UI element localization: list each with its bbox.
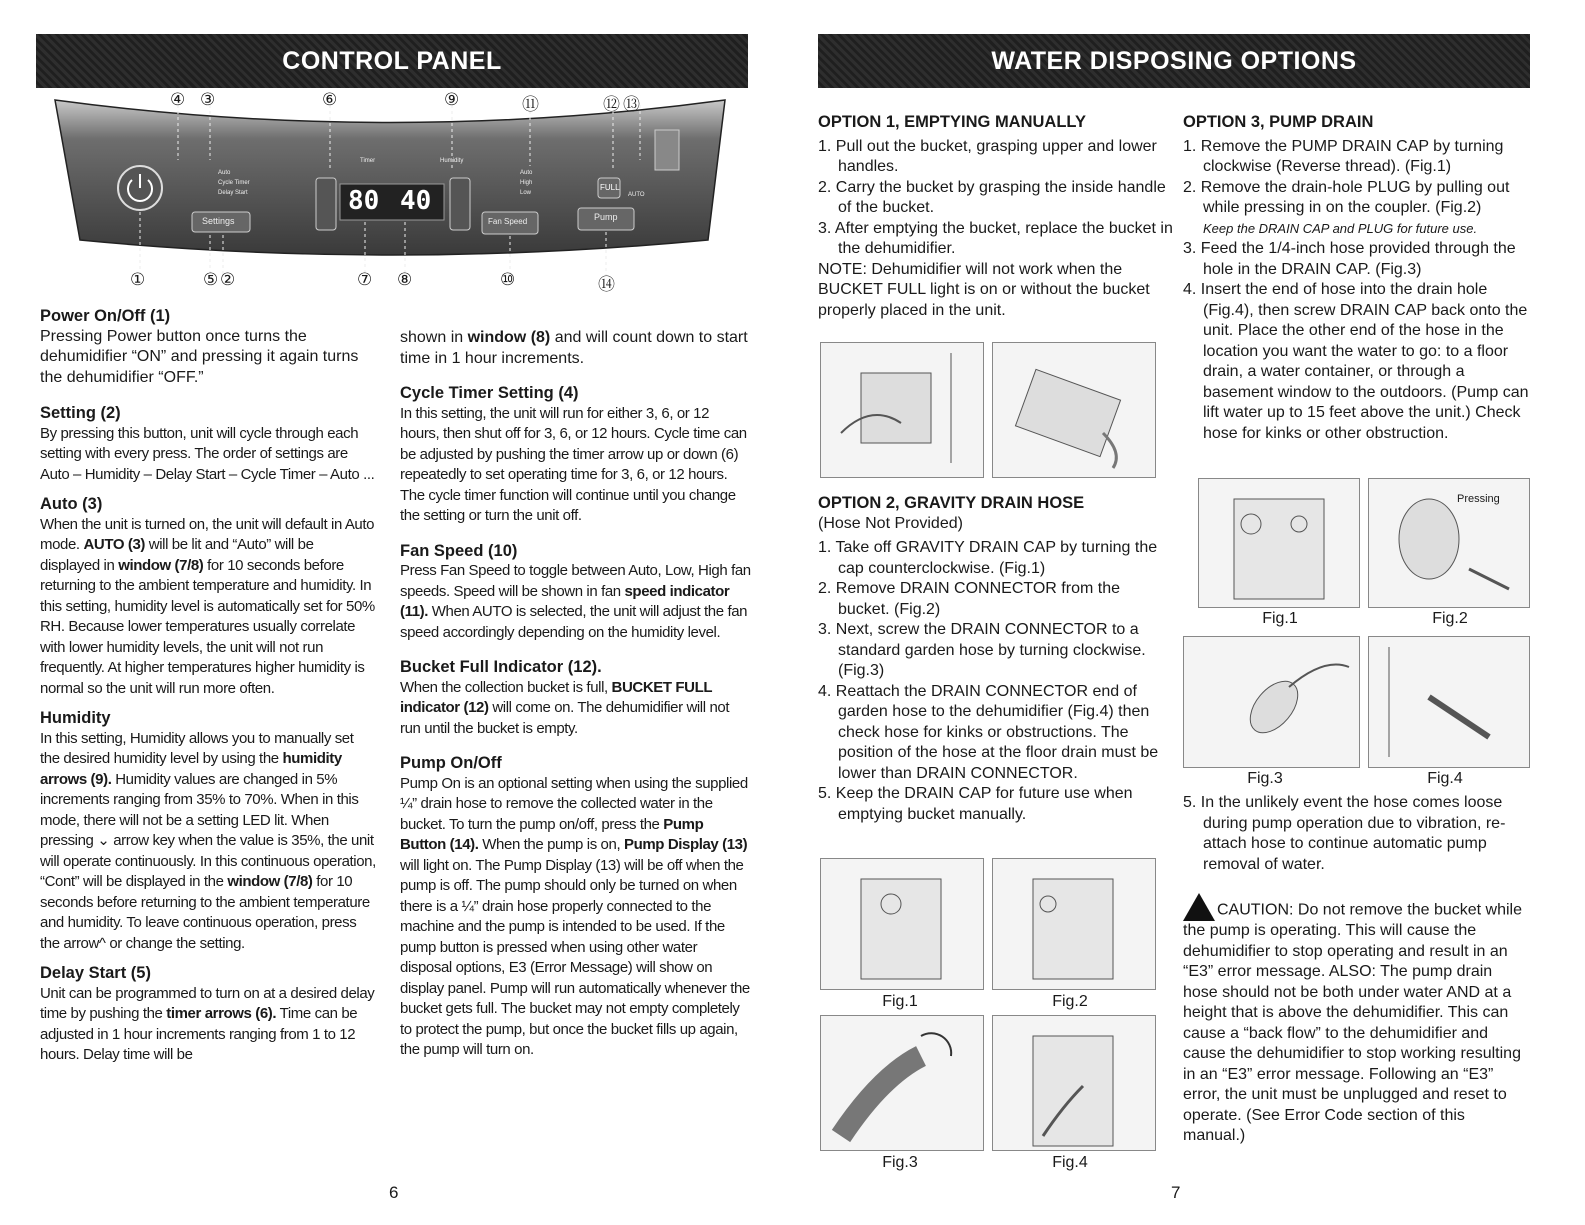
option2-step: 5. Keep the DRAIN CAP for future use when emptying bucket manually. xyxy=(818,785,1133,823)
option3-fig1 xyxy=(1198,478,1360,608)
option1-step: 1. Pull out the bucket, grasping upper and lower handles. xyxy=(818,137,1157,175)
option1-step: 2. Carry the bucket by grasping the inside handle of the bucket. xyxy=(818,178,1166,216)
option3-fig4 xyxy=(1368,636,1530,768)
option3-step: 3. Feed the 1/4-inch hose provided through the hole in the DRAIN CAP. (Fig.3) xyxy=(1183,240,1516,278)
option3-step: 4. Insert the end of hose into the drain hole (Fig.4), then screw DRAIN CAP back onto the unit. Place the other end of the hose in the location you want the water to go: to a floor drain, a water container, or through a basement window to the outdoors. (Pump can lift water up to 15 feet above the unit.) Check hose for kinks or other obstruction. xyxy=(1183,281,1529,442)
option3-steps-c xyxy=(1183,793,1531,875)
control-panel-illustration xyxy=(40,90,740,294)
option1-steps xyxy=(818,137,1174,260)
option2-fig1 xyxy=(820,858,984,990)
option2-subheading: (Hose Not Provided) xyxy=(818,514,963,532)
fan-high-label: High xyxy=(520,180,533,186)
callout-5: ⑤ xyxy=(203,270,219,289)
setting-text: By pressing this button, unit will cycle through each setting with every press. The order of settings are Auto – Humidity – Delay Start – Cycle Timer – Auto ... xyxy=(40,424,375,483)
option2-step: 1. Take off GRAVITY DRAIN CAP by turning the cap counterclockwise. (Fig.1) xyxy=(818,539,1158,577)
option2-steps xyxy=(818,538,1174,825)
option2-fig4 xyxy=(992,1015,1156,1151)
page-number-left: 6 xyxy=(389,1183,399,1202)
option2-fig2-label: Fig.2 xyxy=(1052,993,1088,1010)
option3-keep-note: Keep the DRAIN CAP and PLUG for future use. xyxy=(1203,220,1478,236)
cycle-timer-text: In this setting, the unit will run for either 3, 6, or 12 hours, then shut off for 3, 6, or 12 hours. Cycle time can be adjusted by pushing the timer arrow up or down (6) repeatedly to set operating time for 3, 6, or 12 hours. The cycle timer function will continue until you change the setting or turn the unit off. xyxy=(400,404,747,524)
callout-12: ⑫ xyxy=(603,95,620,114)
fan-low-label: Low xyxy=(520,190,532,196)
option1-figure-left xyxy=(820,342,984,478)
page-number-right: 7 xyxy=(1171,1183,1181,1202)
option3-final-block xyxy=(1183,793,1531,1147)
pump-text: Pump On is an optional setting when using the supplied ¼” drain hose to remove the collected water in the bucket. To turn the pump on/off, press the Pump Button (14). When the pump is on, Pump Display (13) will light on. The Pump Display (13) will be off when the pump is off. The pump should only be turned on when there is a ¼” drain hose properly connected to the machine and the pump is intended to be used. If the pump button is pressed when using other water disposal options, E3 (Error Message) will show on display panel. Pump will run automatically whenever the bucket gets full. The bucket may not empty completely to protect the pump, but once the bucket fills up again, the pump will turn on. xyxy=(400,774,750,1058)
led-delay-start-label: Delay Start xyxy=(218,190,248,196)
drain-plug-illustration xyxy=(1369,479,1529,607)
option3-fig2 xyxy=(1368,478,1530,608)
humidity-label: Humidity xyxy=(440,158,464,164)
power-heading: Power On/Off (1) xyxy=(40,307,171,325)
drain-cap-illustration xyxy=(821,859,983,989)
option2-fig2 xyxy=(992,858,1156,990)
option1-step: 3. After emptying the bucket, replace the bucket in the dehumidifier. xyxy=(818,219,1173,257)
option3-steps-a xyxy=(1183,137,1531,219)
banner-title: CONTROL PANEL xyxy=(282,46,502,75)
option2-fig3-label: Fig.3 xyxy=(882,1154,918,1171)
callout-9: ⑨ xyxy=(444,90,460,109)
delay-start-heading: Delay Start (5) xyxy=(40,964,151,982)
option1-note: NOTE: Dehumidifier will not work when the BUCKET FULL light is on or without the bucket properly placed in the unit. xyxy=(818,260,1150,319)
settings-button[interactable]: Settings xyxy=(202,216,235,226)
power-text: Pressing Power button once turns the dehumidifier “ON” and pressing it again turns the dehumidifier “OFF.” xyxy=(40,327,359,386)
fan-speed-heading: Fan Speed (10) xyxy=(400,541,518,560)
option2-fig3 xyxy=(820,1015,984,1151)
option2-heading: OPTION 2, GRAVITY DRAIN HOSE xyxy=(818,494,1085,512)
right-column-1 xyxy=(818,112,1174,321)
option3-fig1-label: Fig.1 xyxy=(1262,610,1298,627)
fan-speed-button[interactable]: Fan Speed xyxy=(488,217,528,226)
auto-text: When the unit is turned on, the unit will default in Auto mode. AUTO (3) will be lit and “Auto” will be displayed in window (7/8) for 10 seconds before returning to the ambient temperature and humidity. In this setting, humidity level is automatically set for 50% RH. Because lower temperatures usually correlate with lower humidity levels, the unit will not run frequently. At higher temperatures higher humidity is normal so the unit will run more often. xyxy=(40,515,375,697)
hose-attached-illustration xyxy=(993,1016,1155,1150)
option2-fig1-label: Fig.1 xyxy=(882,993,918,1010)
option2-step: 3. Next, screw the DRAIN CONNECTOR to a standard garden hose by turning clockwise. (Fig.3) xyxy=(818,621,1146,679)
option3-fig2-label: Fig.2 xyxy=(1432,610,1468,627)
pressing-label: Pressing xyxy=(1457,493,1500,505)
bucket-full-text: When the collection bucket is full, BUCKET FULL indicator (12) will come on. The dehumidifier will not run until the bucket is empty. xyxy=(400,678,730,737)
bucket-empty-illustration xyxy=(993,343,1155,477)
callout-13: ⑬ xyxy=(623,95,640,114)
callout-7: ⑦ xyxy=(357,270,373,289)
delay-start-continued: shown in window (8) and will count down to start time in 1 hour increments. xyxy=(400,329,748,367)
option2-fig4-label: Fig.4 xyxy=(1052,1154,1088,1171)
option3-fig3 xyxy=(1183,636,1360,768)
led-cycle-timer-label: Cycle Timer xyxy=(218,180,250,186)
option1-heading: OPTION 1, EMPTYING MANUALLY xyxy=(818,113,1086,131)
drain-connector-illustration xyxy=(993,859,1155,989)
pump-auto-label: AUTO xyxy=(628,192,645,198)
display-right-digits: 40 xyxy=(400,186,432,216)
warning-triangle-icon xyxy=(1183,893,1215,921)
garden-hose-illustration xyxy=(821,1016,983,1150)
option3-fig3-label: Fig.3 xyxy=(1247,770,1283,787)
pump-heading: Pump On/Off xyxy=(400,754,502,772)
humidity-text: In this setting, Humidity allows you to manually set the desired humidity level by using the humidity arrows (9). Humidity values are changed in 5% increments ranging from 35% to 70%. When in this mode, there will not be a setting LED lit. When pressing ⌄ arrow key when the value is 35%, the unit will operate continuously. In this continuous operation, “Cont” will be displayed in the window (7/8) for 10 seconds before returning to the ambient temperature and humidity. To leave continuous operation, press the arrow^ or change the setting. xyxy=(40,729,376,952)
water-disposing-banner xyxy=(818,34,1530,88)
led-auto-label: Auto xyxy=(218,170,231,176)
caution-text: CAUTION: Do not remove the bucket while the pump is operating. This will cause the dehumidifier to stop operating and result in an “E3” error message. ALSO: The pump drain hose should not be both under water AND at a height that is above the dehumidifier. This can cause a “back flow” to the dehumidifier and cause the dehumidifier to stop working resulting in an “E3” error message. Following an “E3” error, the unit must be unplugged and reset to operate. (See Error Code section of this manual.) xyxy=(1183,893,1531,1147)
callout-1: ① xyxy=(130,270,146,289)
bucket-full-label: FULL xyxy=(600,183,620,192)
banner-title: WATER DISPOSING OPTIONS xyxy=(991,46,1357,75)
control-panel-graphic xyxy=(40,90,740,290)
hose-insert-illustration xyxy=(1369,637,1529,767)
humidity-heading: Humidity xyxy=(40,709,111,727)
option3-step: 2. Remove the drain-hole PLUG by pulling out while pressing in on the coupler. (Fig.2) xyxy=(1183,178,1510,216)
left-column-1 xyxy=(40,306,376,1066)
option2-step: 4. Reattach the DRAIN CONNECTOR end of garden hose to the dehumidifier (Fig.4) then check hose for kinks or obstructions. The position of the hose at the floor drain must be lower than DRAIN CONNECTOR. xyxy=(818,682,1159,782)
callout-4: ④ xyxy=(170,90,186,109)
callout-10: ⑩ xyxy=(500,270,516,289)
callout-8: ⑧ xyxy=(397,270,413,289)
option3-step: 1. Remove the PUMP DRAIN CAP by turning clockwise (Reverse thread). (Fig.1) xyxy=(1183,137,1504,175)
bucket-pull-illustration xyxy=(821,343,983,477)
hose-through-cap-illustration xyxy=(1184,637,1359,767)
pump-button[interactable]: Pump xyxy=(594,212,618,222)
option3-step: 5. In the unlikely event the hose comes loose during pump operation due to vibration, re-attach hose to continue automatic pump removal of water. xyxy=(1183,794,1506,873)
timer-label: Timer xyxy=(360,158,376,164)
option3-fig4-label: Fig.4 xyxy=(1427,770,1463,787)
cycle-timer-heading: Cycle Timer Setting (4) xyxy=(400,384,579,402)
option3-heading: OPTION 3, PUMP DRAIN xyxy=(1183,113,1374,131)
callout-6: ⑥ xyxy=(322,90,338,109)
callout-3: ③ xyxy=(200,90,216,109)
left-column-2 xyxy=(400,328,752,1061)
option2-step: 2. Remove DRAIN CONNECTOR from the bucket. (Fig.2) xyxy=(818,580,1120,618)
control-panel-banner xyxy=(36,34,748,88)
option3-steps-b xyxy=(1183,239,1531,444)
fan-speed-text: Press Fan Speed to toggle between Auto, Low, High fan speeds. Speed will be shown in fan speed indicator (11). When AUTO is selected, the unit will adjust the fan speed accordingly depending on the humidity level. xyxy=(400,562,751,641)
auto-heading: Auto (3) xyxy=(40,495,103,513)
delay-start-text: Unit can be programmed to turn on at a desired delay time by pushing the timer arrows (6). Time can be adjusted in 1 hour increments ranging from 1 to 12 hours. Delay time will be xyxy=(40,984,375,1063)
callout-11: ⑪ xyxy=(522,95,539,114)
fan-auto-label: Auto xyxy=(520,170,533,176)
callout-2: ② xyxy=(220,270,236,289)
option2-block xyxy=(818,493,1174,825)
pump-drain-cap-illustration xyxy=(1199,479,1359,607)
bucket-full-heading: Bucket Full Indicator (12). xyxy=(400,658,602,676)
callout-14: ⑭ xyxy=(598,275,615,294)
display-left-digits: 80 xyxy=(348,186,380,216)
option1-figure-right xyxy=(992,342,1156,478)
right-column-2 xyxy=(1183,112,1531,444)
setting-heading: Setting (2) xyxy=(40,404,121,422)
